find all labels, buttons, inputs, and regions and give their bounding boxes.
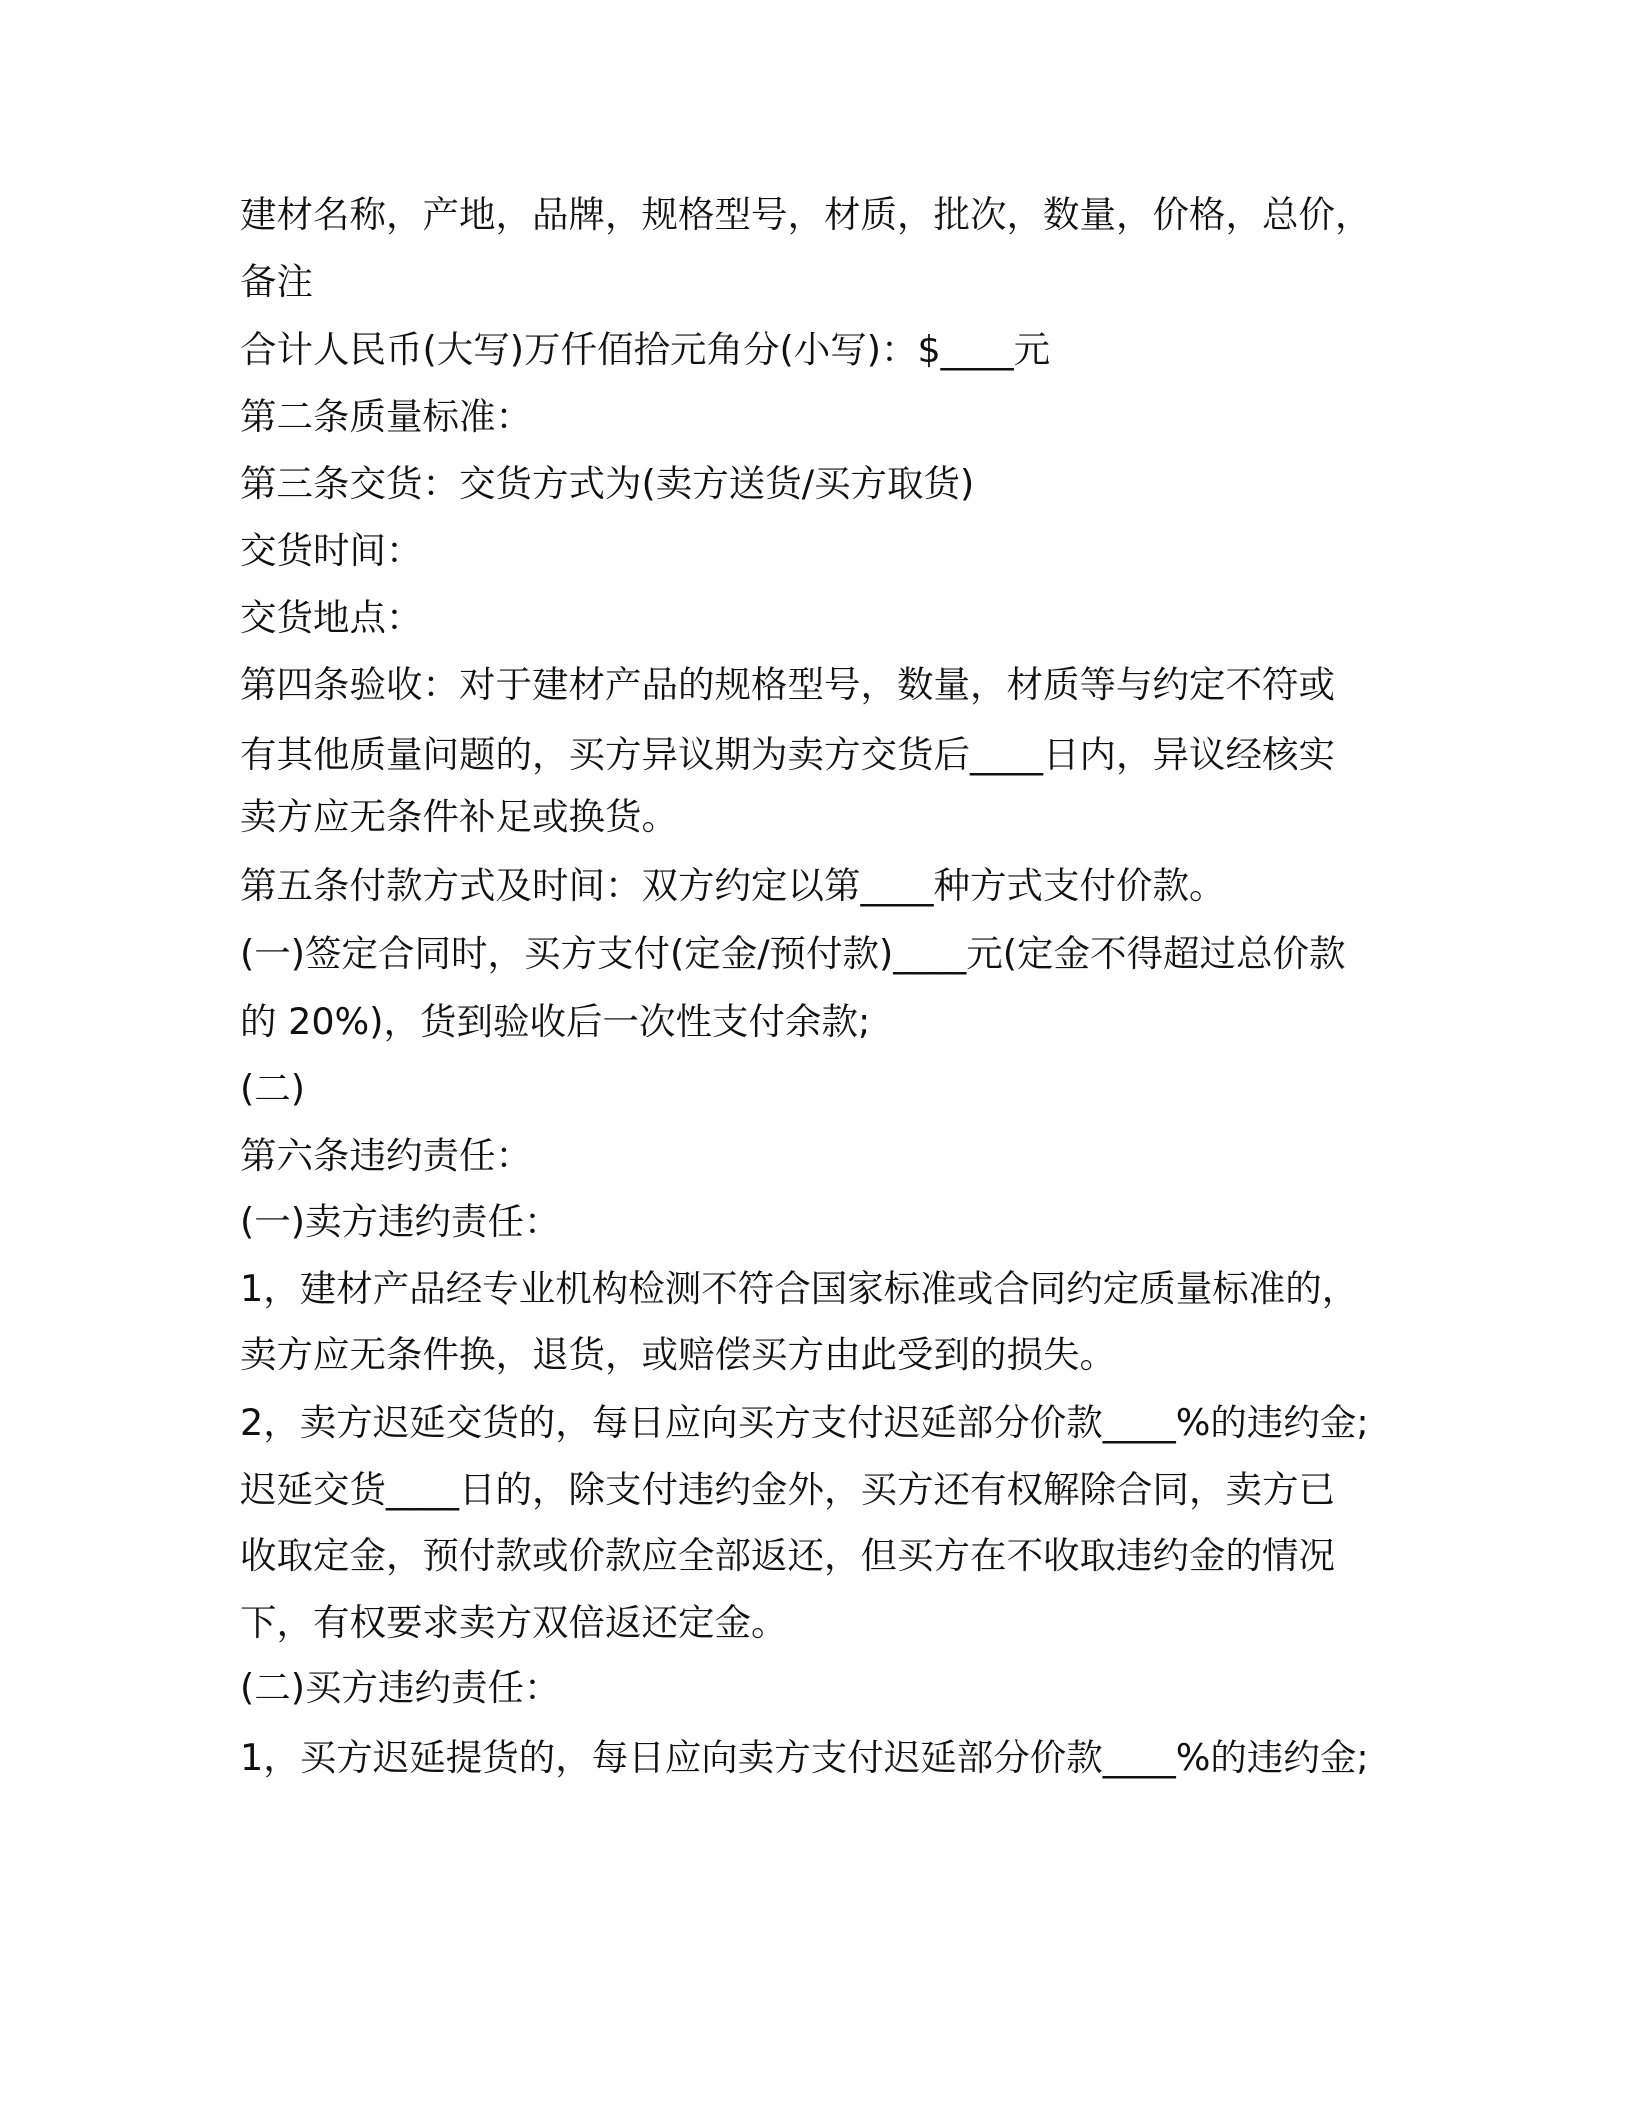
text-line: 下，有权要求卖方双倍返还定金。: [240, 1601, 788, 1644]
text-line: (二)买方违约责任：: [240, 1666, 561, 1709]
text-line: 第二条质量标准：: [240, 395, 532, 438]
text-line: 交货时间：: [240, 529, 423, 572]
text-line: 迟延交货____日的，除支付违约金外，买方还有权解除合同，卖方已: [240, 1468, 1335, 1511]
text-line: 第四条验收：对于建材产品的规格型号，数量，材质等与约定不符或: [240, 663, 1335, 706]
text-line: 第六条违约责任：: [240, 1134, 532, 1177]
text-line: 1，建材产品经专业机构检测不符合国家标准或合同约定质量标准的，: [240, 1267, 1359, 1310]
text-line: 备注: [240, 260, 313, 303]
text-line: 的 20%)，货到验收后一次性支付余款;: [240, 1000, 871, 1043]
text-line: 1，买方迟延提货的，每日应向卖方支付迟延部分价款____%的违约金;: [240, 1736, 1369, 1779]
text-line: 有其他质量问题的，买方异议期为卖方交货后____日内，异议经核实: [240, 733, 1335, 776]
text-line: 卖方应无条件补足或换货。: [240, 795, 678, 838]
text-line: 卖方应无条件换，退货，或赔偿买方由此受到的损失。: [240, 1333, 1116, 1376]
text-line: 第三条交货：交货方式为(卖方送货/买方取货): [240, 462, 975, 505]
text-line: (一)签定合同时，买方支付(定金/预付款)____元(定金不得超过总价款: [240, 932, 1346, 975]
text-line: 2，卖方迟延交货的，每日应向买方支付迟延部分价款____%的违约金;: [240, 1401, 1369, 1444]
text-line: (二): [240, 1067, 305, 1110]
text-line: 收取定金，预付款或价款应全部返还，但买方在不收取违约金的情况: [240, 1534, 1335, 1577]
text-line: 第五条付款方式及时间：双方约定以第____种方式支付价款。: [240, 864, 1226, 907]
text-line: (一)卖方违约责任：: [240, 1200, 561, 1243]
text-line: 交货地点：: [240, 596, 423, 639]
text-line: 建材名称，产地，品牌，规格型号，材质，批次，数量，价格，总价，: [240, 193, 1372, 236]
text-line: 合计人民币(大写)万仟佰拾元角分(小写)：$____元: [240, 328, 1051, 371]
